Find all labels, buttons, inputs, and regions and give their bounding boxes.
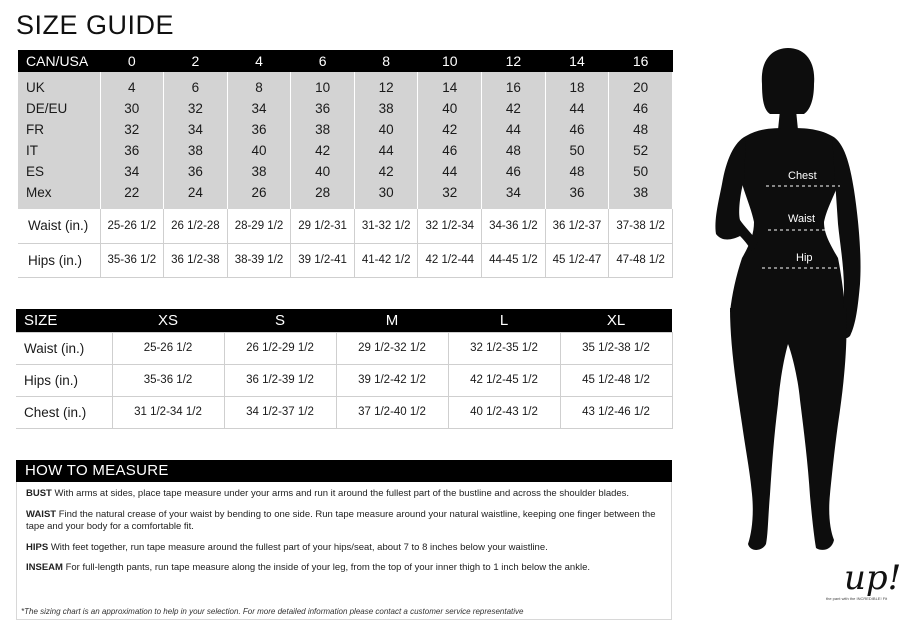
- table-cell: 36: [227, 119, 291, 140]
- table-header-row: [16, 309, 672, 332]
- column-header-size: 16: [609, 50, 673, 72]
- table-cell: 39 1/2-42 1/2: [336, 364, 448, 396]
- table-cell: 42: [291, 140, 355, 161]
- table-cell: 36: [545, 182, 609, 209]
- table-cell: 30: [100, 98, 164, 119]
- table-cell: 44: [545, 98, 609, 119]
- column-header-size: 2: [164, 50, 228, 72]
- table-cell: 36 1/2-39 1/2: [224, 364, 336, 396]
- table-cell: 10: [291, 72, 355, 98]
- table-cell: 18: [545, 72, 609, 98]
- column-header-alpha-size: S: [224, 309, 336, 332]
- measure-instruction: [26, 562, 671, 575]
- row-label: FR: [18, 119, 100, 140]
- table-cell: 44: [418, 161, 482, 182]
- table-cell: 42: [418, 119, 482, 140]
- how-to-measure-section: [16, 460, 672, 620]
- table-cell: 46: [418, 140, 482, 161]
- table-cell: 46: [609, 98, 673, 119]
- measure-text: Find the natural crease of your waist by bending to one side. Run tape measure around your natural waistline, keeping one finger between the tape and your body for a comfortable fit.: [26, 508, 656, 532]
- table-cell: 40: [227, 140, 291, 161]
- table-row: [18, 140, 673, 161]
- row-label: Hips (in.): [16, 364, 112, 396]
- chest-label: Chest: [788, 170, 817, 182]
- table-row: [18, 119, 673, 140]
- table-cell: 36 1/2-37: [545, 209, 609, 243]
- table-cell: 12: [354, 72, 418, 98]
- table-row: [18, 161, 673, 182]
- table-cell: 24: [164, 182, 228, 209]
- table-cell: 38: [291, 119, 355, 140]
- table-row: [18, 182, 673, 209]
- table-cell: 40: [418, 98, 482, 119]
- table-row: [16, 364, 672, 396]
- brand-logo: [820, 558, 916, 604]
- logo-wordmark: up!: [844, 558, 902, 598]
- table-cell: 34: [100, 161, 164, 182]
- measure-term: HIPS: [26, 541, 49, 553]
- table-cell: 34-36 1/2: [482, 209, 546, 243]
- silhouette-illustration: [700, 44, 870, 564]
- table-cell: 40: [291, 161, 355, 182]
- table-cell: 46: [482, 161, 546, 182]
- table-cell: 32: [418, 182, 482, 209]
- table-cell: 42: [354, 161, 418, 182]
- column-header-size: SIZE: [16, 309, 112, 332]
- column-header-alpha-size: XL: [560, 309, 672, 332]
- table-cell: 35-36 1/2: [112, 364, 224, 396]
- column-header-size: 6: [291, 50, 355, 72]
- table-cell: 30: [354, 182, 418, 209]
- measure-term: WAIST: [26, 508, 57, 520]
- logo-tagline: the pant with the INCREDIBLE! Fit: [826, 596, 888, 601]
- measure-instruction: [26, 509, 671, 534]
- table-cell: 48: [545, 161, 609, 182]
- column-header-size: 12: [482, 50, 546, 72]
- international-size-table: [18, 50, 673, 278]
- table-cell: 20: [609, 72, 673, 98]
- table-cell: 45 1/2-48 1/2: [560, 364, 672, 396]
- measure-text: With arms at sides, place tape measure under your arms and run it around the fullest part of the bustline and across the shoulder blades.: [54, 488, 630, 499]
- disclaimer-footnote: *The sizing chart is an approximation to help in your selection. For more detailed information please contact a customer service representative: [21, 607, 524, 616]
- table-cell: 36 1/2-38: [164, 243, 228, 277]
- alpha-size-table: [16, 309, 673, 429]
- table-cell: 34: [227, 98, 291, 119]
- table-row: [18, 243, 673, 277]
- table-cell: 47-48 1/2: [609, 243, 673, 277]
- measure-text: For full-length pants, run tape measure along the inside of your leg, from the top of your inner thigh to 1 inch below the ankle.: [65, 562, 590, 573]
- table-cell: 42 1/2-45 1/2: [448, 364, 560, 396]
- table-cell: 37-38 1/2: [609, 209, 673, 243]
- table-cell: 35 1/2-38 1/2: [560, 332, 672, 364]
- table-cell: 14: [418, 72, 482, 98]
- table-cell: 32: [100, 119, 164, 140]
- table-cell: 31-32 1/2: [354, 209, 418, 243]
- table-row: [18, 209, 673, 243]
- how-to-measure-body: [16, 482, 672, 620]
- table-cell: 48: [482, 140, 546, 161]
- table-cell: 28-29 1/2: [227, 209, 291, 243]
- table-cell: 25-26 1/2: [112, 332, 224, 364]
- table-cell: 44-45 1/2: [482, 243, 546, 277]
- row-label: DE/EU: [18, 98, 100, 119]
- table-cell: 38: [354, 98, 418, 119]
- table-cell: 32: [164, 98, 228, 119]
- table-cell: 43 1/2-46 1/2: [560, 396, 672, 428]
- table-cell: 26 1/2-28: [164, 209, 228, 243]
- column-header-size: 10: [418, 50, 482, 72]
- measure-term: BUST: [26, 488, 52, 499]
- table-cell: 44: [482, 119, 546, 140]
- table-row: [16, 332, 672, 364]
- column-header-alpha-size: L: [448, 309, 560, 332]
- table-cell: 36: [100, 140, 164, 161]
- waist-label: Waist: [788, 213, 816, 225]
- column-header-alpha-size: M: [336, 309, 448, 332]
- table-cell: 44: [354, 140, 418, 161]
- table-cell: 34: [164, 119, 228, 140]
- row-label: UK: [18, 72, 100, 98]
- column-header-region: CAN/USA: [18, 50, 100, 72]
- table-cell: 42 1/2-44: [418, 243, 482, 277]
- table-cell: 32 1/2-34: [418, 209, 482, 243]
- table-cell: 39 1/2-41: [291, 243, 355, 277]
- table-row: [16, 396, 672, 428]
- table-cell: 41-42 1/2: [354, 243, 418, 277]
- row-label: Chest (in.): [16, 396, 112, 428]
- table-cell: 48: [609, 119, 673, 140]
- table-cell: 37 1/2-40 1/2: [336, 396, 448, 428]
- table-cell: 6: [164, 72, 228, 98]
- column-header-size: 8: [354, 50, 418, 72]
- row-label: Hips (in.): [18, 243, 100, 277]
- table-cell: 16: [482, 72, 546, 98]
- table-cell: 29 1/2-31: [291, 209, 355, 243]
- table-cell: 50: [609, 161, 673, 182]
- table-row: [18, 72, 673, 98]
- table-cell: 36: [291, 98, 355, 119]
- measure-instruction: [26, 488, 671, 501]
- table-cell: 32 1/2-35 1/2: [448, 332, 560, 364]
- how-to-measure-heading: HOW TO MEASURE: [16, 460, 672, 482]
- table-cell: 40 1/2-43 1/2: [448, 396, 560, 428]
- row-label: Waist (in.): [16, 332, 112, 364]
- table-cell: 29 1/2-32 1/2: [336, 332, 448, 364]
- column-header-size: 4: [227, 50, 291, 72]
- table-cell: 38: [164, 140, 228, 161]
- table-cell: 26: [227, 182, 291, 209]
- table-cell: 4: [100, 72, 164, 98]
- table-cell: 38: [227, 161, 291, 182]
- column-header-size: 0: [100, 50, 164, 72]
- table-row: [18, 98, 673, 119]
- body-silhouette-figure: [700, 44, 870, 564]
- table-header-row: [18, 50, 673, 72]
- measure-term: INSEAM: [26, 562, 63, 573]
- row-label: ES: [18, 161, 100, 182]
- table-cell: 40: [354, 119, 418, 140]
- table-cell: 52: [609, 140, 673, 161]
- row-label: Waist (in.): [18, 209, 100, 243]
- table-cell: 31 1/2-34 1/2: [112, 396, 224, 428]
- table-cell: 42: [482, 98, 546, 119]
- column-header-alpha-size: XS: [112, 309, 224, 332]
- table-cell: 36: [164, 161, 228, 182]
- column-header-size: 14: [545, 50, 609, 72]
- page-title: SIZE GUIDE: [16, 10, 175, 40]
- table-cell: 8: [227, 72, 291, 98]
- table-cell: 34 1/2-37 1/2: [224, 396, 336, 428]
- table-cell: 38-39 1/2: [227, 243, 291, 277]
- table-cell: 26 1/2-29 1/2: [224, 332, 336, 364]
- measure-text: With feet together, run tape measure around the fullest part of your hips/seat, about 7 to 8 inches below your waistline.: [50, 541, 548, 553]
- hip-label: Hip: [796, 252, 813, 264]
- table-cell: 35-36 1/2: [100, 243, 164, 277]
- row-label: IT: [18, 140, 100, 161]
- table-cell: 34: [482, 182, 546, 209]
- table-cell: 50: [545, 140, 609, 161]
- table-cell: 45 1/2-47: [545, 243, 609, 277]
- row-label: Mex: [18, 182, 100, 209]
- table-cell: 25-26 1/2: [100, 209, 164, 243]
- table-cell: 46: [545, 119, 609, 140]
- table-cell: 28: [291, 182, 355, 209]
- table-cell: 38: [609, 182, 673, 209]
- table-cell: 22: [100, 182, 164, 209]
- measure-instruction: [26, 542, 671, 555]
